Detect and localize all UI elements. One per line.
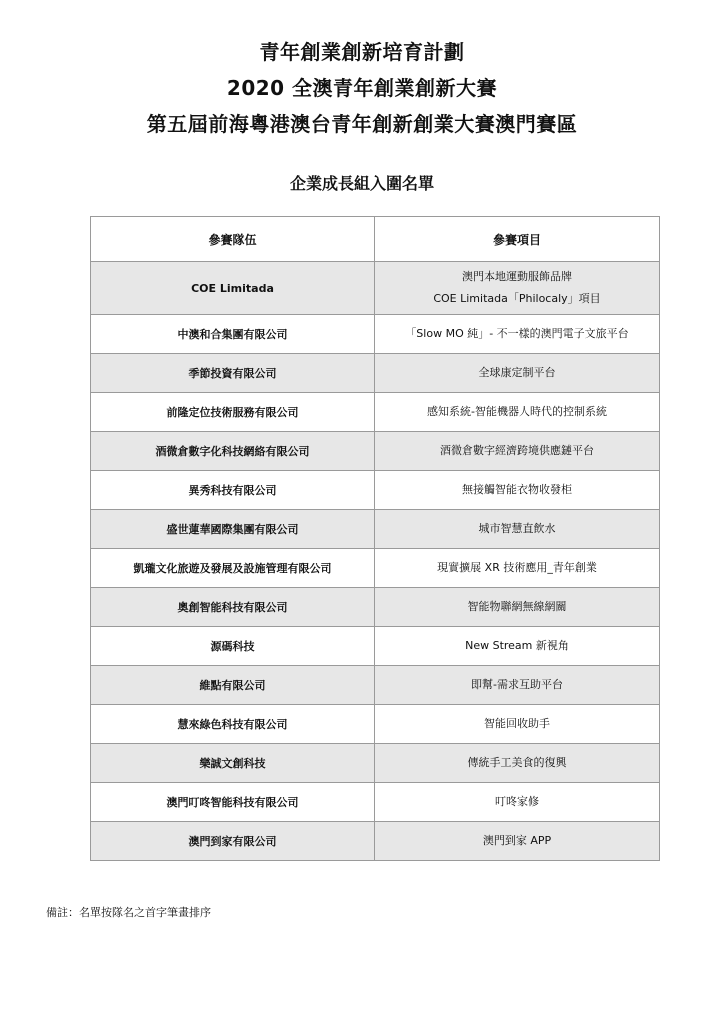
project-text: 叮咚家修 [495, 795, 539, 808]
table-header-row [91, 217, 660, 262]
team-cell: 異秀科技有限公司 [91, 471, 375, 510]
title-line-1: 青年創業創新培育計劃 [259, 40, 465, 64]
project-cell [375, 783, 660, 822]
project-cell [375, 262, 660, 315]
project-cell [375, 549, 660, 588]
title-line-3: 第五屆前海粵港澳台青年創新創業大賽澳門賽區 [146, 112, 578, 136]
team-cell: 盛世蓮華國際集團有限公司 [91, 510, 375, 549]
project-cell [375, 627, 660, 666]
table-row [91, 510, 660, 549]
project-text: 即幫-需求互助平台 [471, 678, 563, 691]
table-row [91, 627, 660, 666]
table-row [91, 432, 660, 471]
team-cell: 中澳和合集團有限公司 [91, 315, 375, 354]
table-row [91, 315, 660, 354]
list-subtitle: 企業成長組入圍名單 [289, 174, 434, 193]
project-cell [375, 510, 660, 549]
table-row [91, 822, 660, 861]
team-cell: 維點有限公司 [91, 666, 375, 705]
project-text: 感知系統-智能機器人時代的控制系統 [427, 405, 607, 418]
team-cell: 前隆定位技術服務有限公司 [91, 393, 375, 432]
table-row [91, 588, 660, 627]
table-row [91, 705, 660, 744]
project-cell [375, 705, 660, 744]
project-cell [375, 588, 660, 627]
table-row [91, 393, 660, 432]
project-cell [375, 744, 660, 783]
project-text: 澳門到家 APP [482, 834, 552, 847]
project-text: 智能回收助手 [484, 717, 550, 730]
header-team: 參賽隊伍 [91, 217, 375, 262]
project-cell [375, 822, 660, 861]
project-text: 全球康定制平台 [478, 366, 556, 379]
project-text: 現實擴展 XR 技術應用_青年創業 [437, 561, 597, 574]
project-cell [375, 432, 660, 471]
team-cell: COE Limitada [91, 262, 375, 315]
table-body [91, 262, 660, 861]
project-text: 無接觸智能衣物收發柜 [462, 483, 572, 496]
team-cell: 奧創智能科技有限公司 [91, 588, 375, 627]
project-cell [375, 315, 660, 354]
table-row [91, 354, 660, 393]
team-cell: 樂誠文創科技 [91, 744, 375, 783]
project-text: 智能物聯網無線網關 [467, 600, 567, 613]
team-cell: 澳門到家有限公司 [91, 822, 375, 861]
project-text: 「Slow MO 純」- 不一樣的澳門電子文旅平台 [405, 327, 629, 340]
project-cell [375, 471, 660, 510]
project-text: 酒微倉數字經濟跨境供應鏈平台 [440, 444, 594, 457]
table-row [91, 549, 660, 588]
project-cell [375, 666, 660, 705]
footnote: 備註：名單按隊名之首字筆畫排序 [46, 906, 211, 919]
project-text: New Stream 新視角 [465, 639, 569, 652]
team-cell: 凱瓏文化旅遊及發展及設施管理有限公司 [91, 549, 375, 588]
team-cell: 澳門叮咚智能科技有限公司 [91, 783, 375, 822]
finalist-table [90, 216, 660, 861]
header-project: 參賽項目 [375, 217, 660, 262]
project-text: 傳統手工美食的復興 [467, 756, 567, 769]
project-cell [375, 354, 660, 393]
project-cell [375, 393, 660, 432]
project-text: COE Limitada「Philocaly」項目 [433, 292, 601, 305]
table-row [91, 262, 660, 315]
team-cell: 慧來綠色科技有限公司 [91, 705, 375, 744]
team-cell: 季節投資有限公司 [91, 354, 375, 393]
team-cell: 酒微倉數字化科技網絡有限公司 [91, 432, 375, 471]
project-text: 澳門本地運動服飾品牌 [462, 270, 572, 283]
table-row [91, 666, 660, 705]
team-cell: 源碼科技 [91, 627, 375, 666]
project-text: 城市智慧直飲水 [478, 522, 556, 535]
document-header [0, 34, 724, 142]
table-row [91, 471, 660, 510]
title-line-2: 2020 全澳青年創業創新大賽 [226, 76, 498, 100]
table-row [91, 744, 660, 783]
table-row [91, 783, 660, 822]
